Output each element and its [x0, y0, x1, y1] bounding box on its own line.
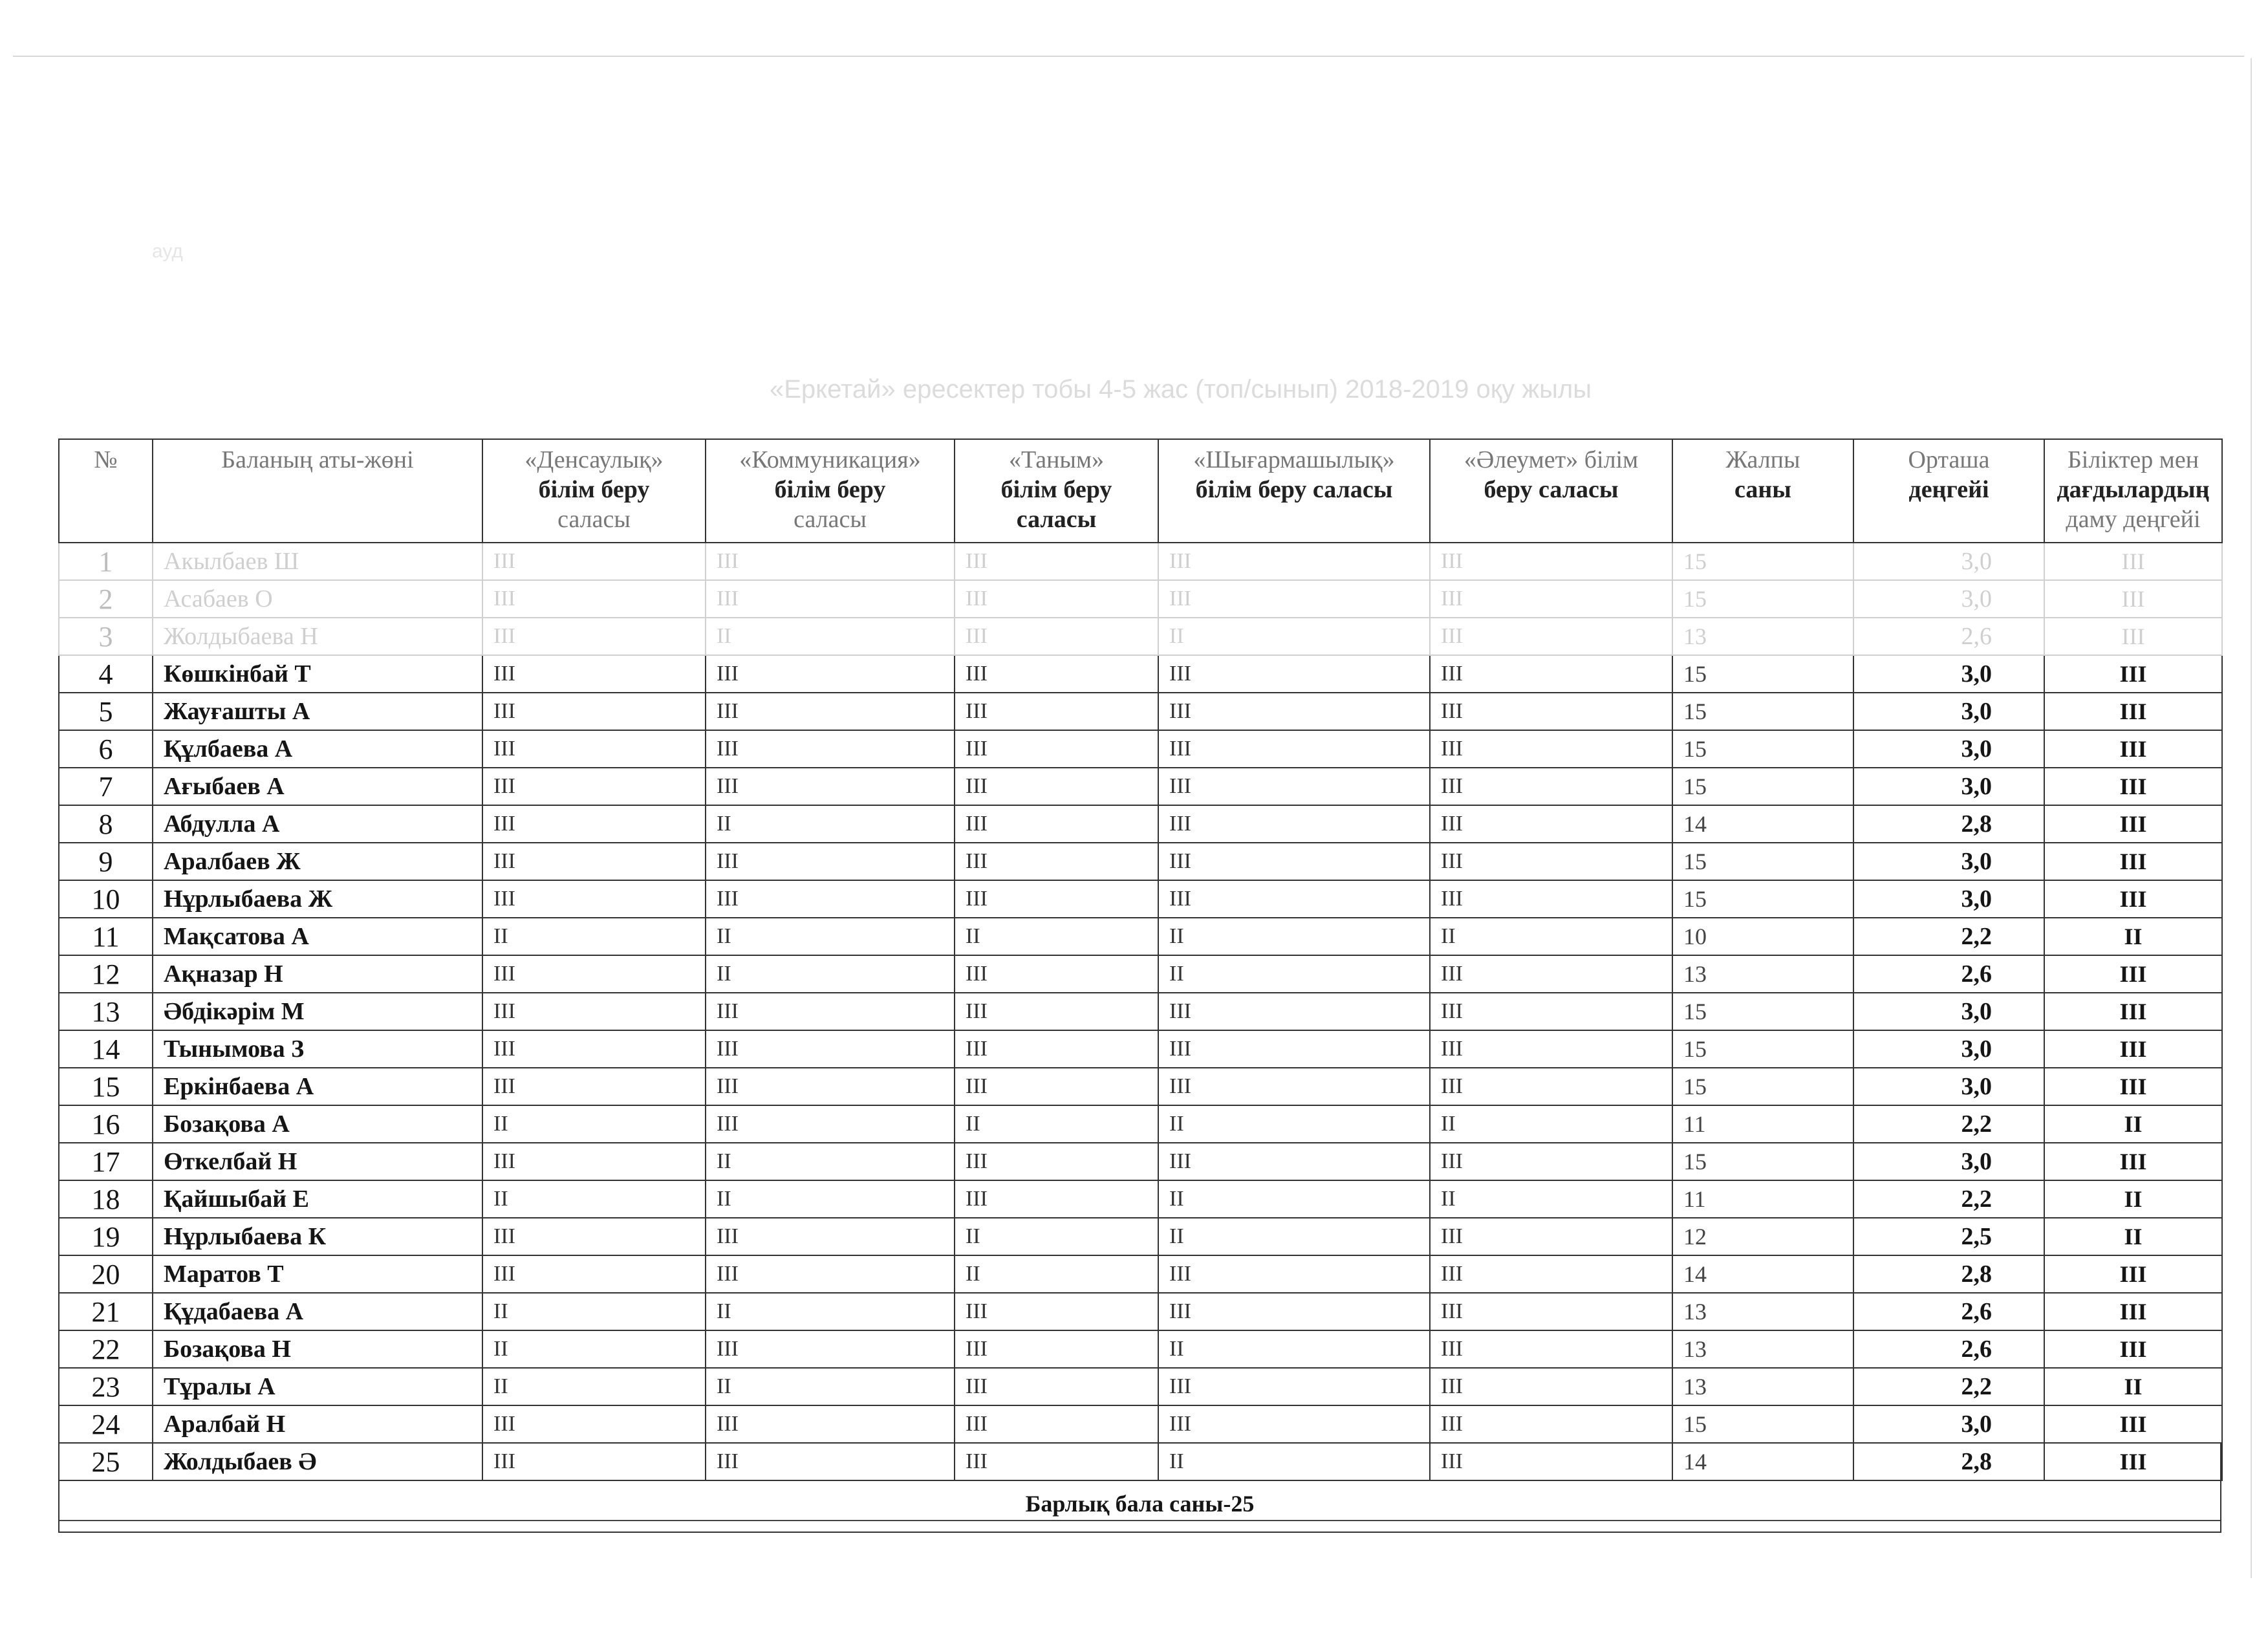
average-level: 3,0	[1853, 1068, 2044, 1105]
health-level: III	[482, 955, 706, 993]
row-number: 9	[59, 843, 153, 880]
creativity-level: III	[1158, 768, 1430, 805]
skills-level: III	[2044, 993, 2222, 1030]
social-level: III	[1430, 1330, 1672, 1368]
table-row	[59, 805, 2222, 843]
communication-level: III	[706, 730, 955, 768]
total-count: 15	[1672, 543, 1853, 580]
creativity-level: II	[1158, 1218, 1430, 1255]
communication-level: III	[706, 1218, 955, 1255]
row-number: 17	[59, 1143, 153, 1180]
communication-level: III	[706, 1405, 955, 1443]
average-level: 3,0	[1853, 993, 2044, 1030]
table-row	[59, 1368, 2222, 1405]
skills-level: II	[2044, 1180, 2222, 1218]
cognition-level: III	[955, 1330, 1158, 1368]
skills-level: III	[2044, 805, 2222, 843]
health-level: III	[482, 1218, 706, 1255]
average-level: 3,0	[1853, 768, 2044, 805]
creativity-level: III	[1158, 1030, 1430, 1068]
total-count: 14	[1672, 1443, 1853, 1480]
communication-level: III	[706, 655, 955, 693]
health-level: III	[482, 580, 706, 618]
col-header-cognition: «Таным» білім беру саласы	[955, 439, 1158, 543]
total-count: 10	[1672, 918, 1853, 955]
communication-level: II	[706, 805, 955, 843]
skills-level: II	[2044, 1105, 2222, 1143]
social-level: III	[1430, 1293, 1672, 1330]
col-header-creativity: «Шығармашылық» білім беру саласы	[1158, 439, 1430, 543]
communication-level: III	[706, 693, 955, 730]
table-row	[59, 1143, 2222, 1180]
col-header-skills: Біліктер мен дағдылардың даму деңгейі	[2044, 439, 2222, 543]
communication-level: II	[706, 1143, 955, 1180]
row-number: 15	[59, 1068, 153, 1105]
communication-level: II	[706, 1180, 955, 1218]
communication-level: II	[706, 918, 955, 955]
table-row	[59, 693, 2222, 730]
table-row	[59, 1255, 2222, 1293]
row-number: 8	[59, 805, 153, 843]
table-row	[59, 1030, 2222, 1068]
health-level: III	[482, 543, 706, 580]
total-count: 15	[1672, 768, 1853, 805]
total-count: 15	[1672, 580, 1853, 618]
child-name: Көшкінбай Т	[153, 655, 482, 693]
average-level: 2,6	[1853, 955, 2044, 993]
child-name: Тынымова З	[153, 1030, 482, 1068]
total-count: 15	[1672, 655, 1853, 693]
table-row	[59, 580, 2222, 618]
total-count: 15	[1672, 1143, 1853, 1180]
row-number: 19	[59, 1218, 153, 1255]
social-level: III	[1430, 543, 1672, 580]
table-row	[59, 993, 2222, 1030]
child-name: Ағыбаев А	[153, 768, 482, 805]
average-level: 3,0	[1853, 843, 2044, 880]
skills-level: II	[2044, 918, 2222, 955]
col-header-communication: «Коммуникация» білім беру саласы	[706, 439, 955, 543]
assessment-table	[58, 439, 2223, 1481]
total-count: 11	[1672, 1105, 1853, 1143]
social-level: III	[1430, 618, 1672, 655]
cognition-level: III	[955, 618, 1158, 655]
social-level: II	[1430, 1105, 1672, 1143]
communication-level: III	[706, 993, 955, 1030]
total-count: 15	[1672, 1068, 1853, 1105]
child-name: Аралбаев Ж	[153, 843, 482, 880]
total-count: 13	[1672, 1330, 1853, 1368]
communication-level: III	[706, 1330, 955, 1368]
average-level: 3,0	[1853, 1030, 2044, 1068]
creativity-level: III	[1158, 580, 1430, 618]
health-level: III	[482, 993, 706, 1030]
skills-level: III	[2044, 655, 2222, 693]
communication-level: II	[706, 1293, 955, 1330]
skills-level: III	[2044, 768, 2222, 805]
child-name: Әбдікәрім М	[153, 993, 482, 1030]
skills-level: III	[2044, 1143, 2222, 1180]
average-level: 3,0	[1853, 1405, 2044, 1443]
table-row	[59, 1293, 2222, 1330]
col-header-social: «Әлеумет» білім беру саласы	[1430, 439, 1672, 543]
social-level: III	[1430, 1368, 1672, 1405]
social-level: III	[1430, 1255, 1672, 1293]
skills-level: III	[2044, 1255, 2222, 1293]
creativity-level: III	[1158, 880, 1430, 918]
cognition-level: III	[955, 880, 1158, 918]
communication-level: III	[706, 1030, 955, 1068]
total-count: 12	[1672, 1218, 1853, 1255]
child-name: Нұрлыбаева Ж	[153, 880, 482, 918]
cognition-level: III	[955, 1030, 1158, 1068]
social-level: III	[1430, 768, 1672, 805]
child-name: Бозақова Н	[153, 1330, 482, 1368]
cognition-level: III	[955, 1293, 1158, 1330]
health-level: III	[482, 880, 706, 918]
table-row	[59, 1330, 2222, 1368]
average-level: 2,6	[1853, 1293, 2044, 1330]
total-count: 11	[1672, 1180, 1853, 1218]
row-number: 6	[59, 730, 153, 768]
table-row	[59, 730, 2222, 768]
creativity-level: II	[1158, 618, 1430, 655]
communication-level: III	[706, 1443, 955, 1480]
skills-level: III	[2044, 955, 2222, 993]
col-header-average: Орташа деңгейі	[1853, 439, 2044, 543]
row-number: 1	[59, 543, 153, 580]
skills-level: III	[2044, 880, 2222, 918]
creativity-level: II	[1158, 918, 1430, 955]
average-level: 3,0	[1853, 580, 2044, 618]
social-level: III	[1430, 880, 1672, 918]
communication-level: II	[706, 955, 955, 993]
total-count: 15	[1672, 843, 1853, 880]
skills-level: III	[2044, 1405, 2222, 1443]
row-number: 4	[59, 655, 153, 693]
table-row	[59, 618, 2222, 655]
cognition-level: III	[955, 1068, 1158, 1105]
row-number: 16	[59, 1105, 153, 1143]
creativity-level: III	[1158, 1068, 1430, 1105]
average-level: 3,0	[1853, 730, 2044, 768]
creativity-level: III	[1158, 1368, 1430, 1405]
cognition-level: II	[955, 1105, 1158, 1143]
communication-level: III	[706, 1105, 955, 1143]
average-level: 3,0	[1853, 1143, 2044, 1180]
health-level: II	[482, 1105, 706, 1143]
social-level: III	[1430, 655, 1672, 693]
row-number: 14	[59, 1030, 153, 1068]
document-title: «Еркетай» ересектер тобы 4-5 жас (топ/сынып) 2018-2019 оқу жылы	[770, 375, 1592, 404]
social-level: III	[1430, 843, 1672, 880]
child-name: Құдабаева А	[153, 1293, 482, 1330]
social-level: III	[1430, 1405, 1672, 1443]
creativity-level: III	[1158, 543, 1430, 580]
col-header-health: «Денсаулық» білім беру саласы	[482, 439, 706, 543]
cognition-level: II	[955, 1218, 1158, 1255]
scan-top-edge	[13, 56, 2244, 57]
skills-level: II	[2044, 1218, 2222, 1255]
health-level: II	[482, 1180, 706, 1218]
creativity-level: II	[1158, 1180, 1430, 1218]
table-row	[59, 768, 2222, 805]
table-row	[59, 1218, 2222, 1255]
social-level: III	[1430, 1030, 1672, 1068]
skills-level: III	[2044, 580, 2222, 618]
table-row	[59, 1180, 2222, 1218]
cognition-level: III	[955, 1180, 1158, 1218]
row-number: 3	[59, 618, 153, 655]
social-level: III	[1430, 955, 1672, 993]
total-count: 15	[1672, 1405, 1853, 1443]
health-level: III	[482, 693, 706, 730]
skills-level: III	[2044, 1030, 2222, 1068]
row-number: 23	[59, 1368, 153, 1405]
scan-right-edge	[2251, 58, 2252, 1578]
child-name: Еркінбаева А	[153, 1068, 482, 1105]
skills-level: III	[2044, 730, 2222, 768]
average-level: 2,8	[1853, 805, 2044, 843]
cognition-level: III	[955, 805, 1158, 843]
skills-level: III	[2044, 1330, 2222, 1368]
child-name: Маратов Т	[153, 1255, 482, 1293]
child-name: Ақназар Н	[153, 955, 482, 993]
cognition-level: III	[955, 993, 1158, 1030]
health-level: III	[482, 730, 706, 768]
communication-level: III	[706, 880, 955, 918]
cognition-level: III	[955, 730, 1158, 768]
health-level: III	[482, 655, 706, 693]
skills-level: III	[2044, 618, 2222, 655]
health-level: III	[482, 1255, 706, 1293]
child-name: Құлбаева А	[153, 730, 482, 768]
child-name: Жолдыбаев Ә	[153, 1443, 482, 1480]
creativity-level: III	[1158, 693, 1430, 730]
row-number: 22	[59, 1330, 153, 1368]
total-count: 15	[1672, 1030, 1853, 1068]
average-level: 3,0	[1853, 543, 2044, 580]
average-level: 3,0	[1853, 880, 2044, 918]
skills-level: II	[2044, 1368, 2222, 1405]
cognition-level: III	[955, 543, 1158, 580]
communication-level: III	[706, 1068, 955, 1105]
child-name: Өткелбай Н	[153, 1143, 482, 1180]
communication-level: III	[706, 768, 955, 805]
cognition-level: III	[955, 1143, 1158, 1180]
communication-level: III	[706, 843, 955, 880]
cognition-level: II	[955, 1255, 1158, 1293]
table-row	[59, 1405, 2222, 1443]
child-name: Жолдыбаева Н	[153, 618, 482, 655]
row-number: 7	[59, 768, 153, 805]
row-number: 2	[59, 580, 153, 618]
creativity-level: III	[1158, 805, 1430, 843]
child-name: Мақсатова А	[153, 918, 482, 955]
average-level: 2,6	[1853, 1330, 2044, 1368]
table-row	[59, 655, 2222, 693]
col-header-num: №	[59, 439, 153, 543]
creativity-level: III	[1158, 993, 1430, 1030]
table-row	[59, 955, 2222, 993]
total-count: 13	[1672, 955, 1853, 993]
health-level: II	[482, 1293, 706, 1330]
cognition-level: II	[955, 918, 1158, 955]
cognition-level: III	[955, 655, 1158, 693]
creativity-level: II	[1158, 1443, 1430, 1480]
average-level: 3,0	[1853, 655, 2044, 693]
creativity-level: III	[1158, 1255, 1430, 1293]
child-name: Акылбаев Ш	[153, 543, 482, 580]
social-level: III	[1430, 1068, 1672, 1105]
social-level: III	[1430, 1218, 1672, 1255]
skills-level: III	[2044, 1293, 2222, 1330]
cognition-level: III	[955, 843, 1158, 880]
health-level: III	[482, 1143, 706, 1180]
social-level: III	[1430, 1443, 1672, 1480]
creativity-level: III	[1158, 843, 1430, 880]
social-level: III	[1430, 693, 1672, 730]
social-level: III	[1430, 993, 1672, 1030]
row-number: 13	[59, 993, 153, 1030]
cognition-level: III	[955, 580, 1158, 618]
health-level: III	[482, 1068, 706, 1105]
cognition-level: III	[955, 693, 1158, 730]
child-name: Асабаев О	[153, 580, 482, 618]
cognition-level: III	[955, 768, 1158, 805]
creativity-level: III	[1158, 1405, 1430, 1443]
social-level: III	[1430, 730, 1672, 768]
table-row	[59, 843, 2222, 880]
row-number: 12	[59, 955, 153, 993]
cognition-level: III	[955, 1405, 1158, 1443]
child-name: Абдулла А	[153, 805, 482, 843]
skills-level: III	[2044, 1443, 2222, 1480]
child-name: Бозақова А	[153, 1105, 482, 1143]
col-header-total: Жалпы саны	[1672, 439, 1853, 543]
corner-note-left: ауд	[152, 241, 183, 262]
child-name: Қайшыбай Е	[153, 1180, 482, 1218]
skills-level: III	[2044, 693, 2222, 730]
total-count: 15	[1672, 880, 1853, 918]
average-level: 2,8	[1853, 1443, 2044, 1480]
health-level: III	[482, 618, 706, 655]
health-level: III	[482, 1405, 706, 1443]
communication-level: III	[706, 543, 955, 580]
total-count: 13	[1672, 1293, 1853, 1330]
row-number: 10	[59, 880, 153, 918]
table-row	[59, 918, 2222, 955]
health-level: II	[482, 918, 706, 955]
health-level: III	[482, 805, 706, 843]
health-level: II	[482, 1330, 706, 1368]
summary-box	[58, 1442, 2221, 1533]
row-number: 25	[59, 1443, 153, 1480]
child-name: Нұрлыбаева К	[153, 1218, 482, 1255]
table-header-row	[59, 439, 2222, 543]
communication-level: II	[706, 1368, 955, 1405]
health-level: III	[482, 1030, 706, 1068]
average-level: 2,2	[1853, 1180, 2044, 1218]
child-name: Жауғашты А	[153, 693, 482, 730]
row-number: 11	[59, 918, 153, 955]
skills-level: III	[2044, 843, 2222, 880]
skills-level: III	[2044, 1068, 2222, 1105]
average-level: 2,5	[1853, 1218, 2044, 1255]
average-level: 2,2	[1853, 1368, 2044, 1405]
average-level: 2,6	[1853, 618, 2044, 655]
table-row	[59, 880, 2222, 918]
creativity-level: II	[1158, 955, 1430, 993]
table-row	[59, 1105, 2222, 1143]
total-count: 13	[1672, 1368, 1853, 1405]
cognition-level: III	[955, 1368, 1158, 1405]
total-count: 13	[1672, 618, 1853, 655]
creativity-level: III	[1158, 1293, 1430, 1330]
health-level: III	[482, 843, 706, 880]
row-number: 20	[59, 1255, 153, 1293]
average-level: 2,2	[1853, 1105, 2044, 1143]
cognition-level: III	[955, 955, 1158, 993]
creativity-level: II	[1158, 1330, 1430, 1368]
row-number: 18	[59, 1180, 153, 1218]
total-children-summary: Барлық бала саны-25	[1025, 1491, 1255, 1517]
cognition-level: III	[955, 1443, 1158, 1480]
total-count: 14	[1672, 805, 1853, 843]
skills-level: III	[2044, 543, 2222, 580]
total-count: 15	[1672, 693, 1853, 730]
creativity-level: III	[1158, 655, 1430, 693]
table-row	[59, 1068, 2222, 1105]
creativity-level: III	[1158, 1143, 1430, 1180]
col-header-name: Баланың аты-жөні	[153, 439, 482, 543]
total-count: 15	[1672, 993, 1853, 1030]
creativity-level: II	[1158, 1105, 1430, 1143]
communication-level: II	[706, 618, 955, 655]
child-name: Аралбай Н	[153, 1405, 482, 1443]
row-number: 5	[59, 693, 153, 730]
communication-level: III	[706, 580, 955, 618]
summary-rule	[59, 1520, 2220, 1521]
average-level: 3,0	[1853, 693, 2044, 730]
health-level: II	[482, 1368, 706, 1405]
average-level: 2,8	[1853, 1255, 2044, 1293]
total-count: 15	[1672, 730, 1853, 768]
social-level: II	[1430, 1180, 1672, 1218]
social-level: II	[1430, 918, 1672, 955]
communication-level: III	[706, 1255, 955, 1293]
creativity-level: III	[1158, 730, 1430, 768]
row-number: 21	[59, 1293, 153, 1330]
row-number: 24	[59, 1405, 153, 1443]
average-level: 2,2	[1853, 918, 2044, 955]
health-level: III	[482, 768, 706, 805]
social-level: III	[1430, 580, 1672, 618]
table-row	[59, 543, 2222, 580]
health-level: III	[482, 1443, 706, 1480]
child-name: Тұралы А	[153, 1368, 482, 1405]
social-level: III	[1430, 805, 1672, 843]
total-count: 14	[1672, 1255, 1853, 1293]
social-level: III	[1430, 1143, 1672, 1180]
